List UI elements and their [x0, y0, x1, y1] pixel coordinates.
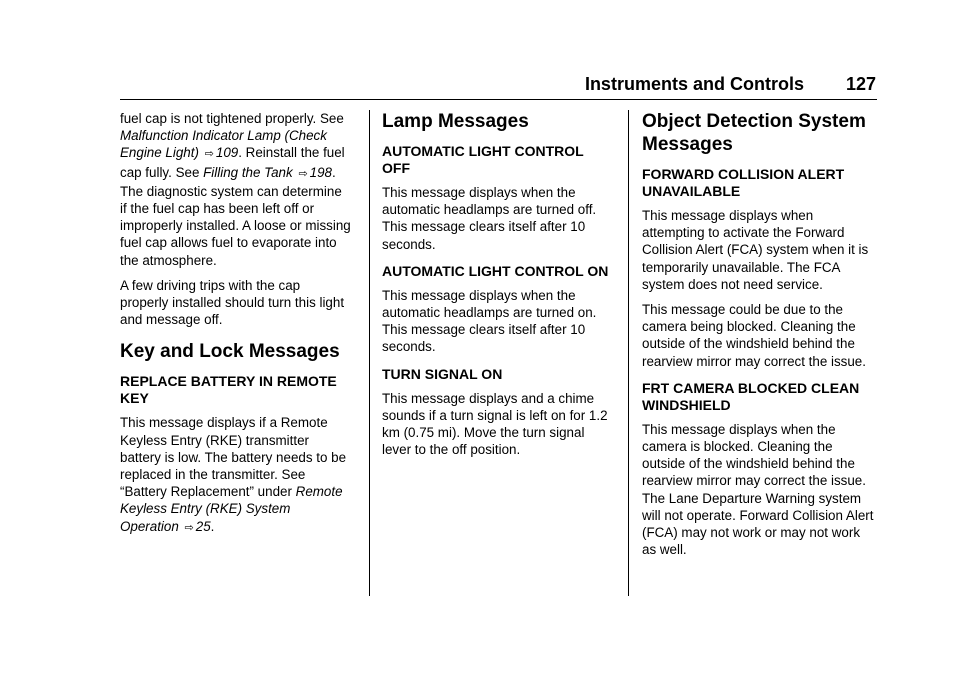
- column-divider: [628, 110, 629, 596]
- body-text: fuel cap is not tightened properly. See: [120, 111, 344, 126]
- xref-page-109[interactable]: 109: [215, 145, 239, 161]
- turn-signal-subheading: TURN SIGNAL ON: [382, 365, 503, 382]
- replace-battery-subheading: REPLACE BATTERY IN REMOTE KEY: [120, 373, 337, 407]
- auto-light-on-paragraph: This message displays when the automatic headlamps are turned on. This message clears itself after 10 seconds.: [382, 287, 597, 355]
- fuel-cap-paragraph: [120, 110, 352, 269]
- object-detection-heading: Object Detection System Messages: [642, 111, 866, 155]
- body-text: .: [210, 518, 215, 534]
- auto-light-on-subheading: AUTOMATIC LIGHT CONTROL ON: [382, 262, 609, 279]
- xref-page-198[interactable]: 198: [309, 164, 332, 180]
- column-divider: [369, 110, 370, 596]
- driving-trips-paragraph: A few driving trips with the cap properly installed should turn this light and message off.: [120, 277, 345, 328]
- page-ref-arrow-icon: ⇨: [204, 148, 214, 161]
- key-lock-heading: Key and Lock Messages: [120, 341, 340, 363]
- camera-blocked-paragraph: This message displays when the camera is blocked. Cleaning the outside of the windshield behind the rearview mirror may correct the issue. The Lane Departure Warning system will not operate. Forward Collision Alert (FCA) may not work or may not work as well.: [642, 421, 874, 558]
- xref-filling-the-tank[interactable]: Filling the Tank: [203, 164, 293, 180]
- auto-light-off-paragraph: This message displays when the automatic headlamps are turned off. This message clears itself after 10 seconds.: [382, 185, 597, 252]
- fca-unavailable-subheading: FORWARD COLLISION ALERT UNAVAILABLE: [642, 166, 845, 199]
- body-text: This message displays if a Remote Keyless Entry (RKE) transmitter battery is low. The battery needs to be replaced in the transmitter. See “Battery Replacement” under: [120, 415, 347, 500]
- auto-light-off-subheading: AUTOMATIC LIGHT CONTROL OFF: [382, 143, 584, 176]
- camera-blocked-subheading: FRT CAMERA BLOCKED CLEAN WINDSHIELD: [642, 379, 860, 413]
- xref-rke-system-operation[interactable]: Remote Keyless Entry (RKE) System Operation: [120, 484, 343, 534]
- column-1: [120, 110, 352, 545]
- body-text: . Reinstall the fuel cap fully. See: [120, 145, 345, 180]
- header-rule: [120, 99, 877, 100]
- page-number: 127: [845, 74, 876, 94]
- body-text: . The diagnostic system can determine if the fuel cap has been left off or improperly installed. A loose or missing fuel cap allows fuel to evaporate into the atmosphere.: [120, 164, 351, 268]
- xref-page-25[interactable]: 25: [195, 518, 211, 534]
- page-ref-arrow-icon: ⇨: [184, 521, 194, 534]
- section-title: Instruments and Controls: [584, 74, 804, 94]
- page-ref-arrow-icon: ⇨: [298, 167, 308, 180]
- replace-battery-paragraph: [120, 414, 352, 536]
- page-header: [120, 74, 876, 95]
- fca-unavailable-paragraph: This message displays when attempting to activate the Forward Collision Alert (FCA) system when it is temporarily unavailable. The FCA system does not need service.: [642, 208, 869, 292]
- fca-camera-paragraph: This message could be due to the camera being blocked. Cleaning the outside of the windshield behind the rearview mirror may correct the issue.: [642, 302, 866, 369]
- lamp-messages-heading: Lamp Messages: [382, 111, 529, 132]
- column-2: [382, 110, 614, 466]
- xref-malfunction-lamp[interactable]: Malfunction Indicator Lamp (Check Engine Light): [120, 128, 327, 161]
- column-3: [642, 110, 874, 566]
- turn-signal-paragraph: This message displays and a chime sounds if a turn signal is left on for 1.2 km (0.75 mi). Move the turn signal lever to the off position.: [382, 390, 608, 458]
